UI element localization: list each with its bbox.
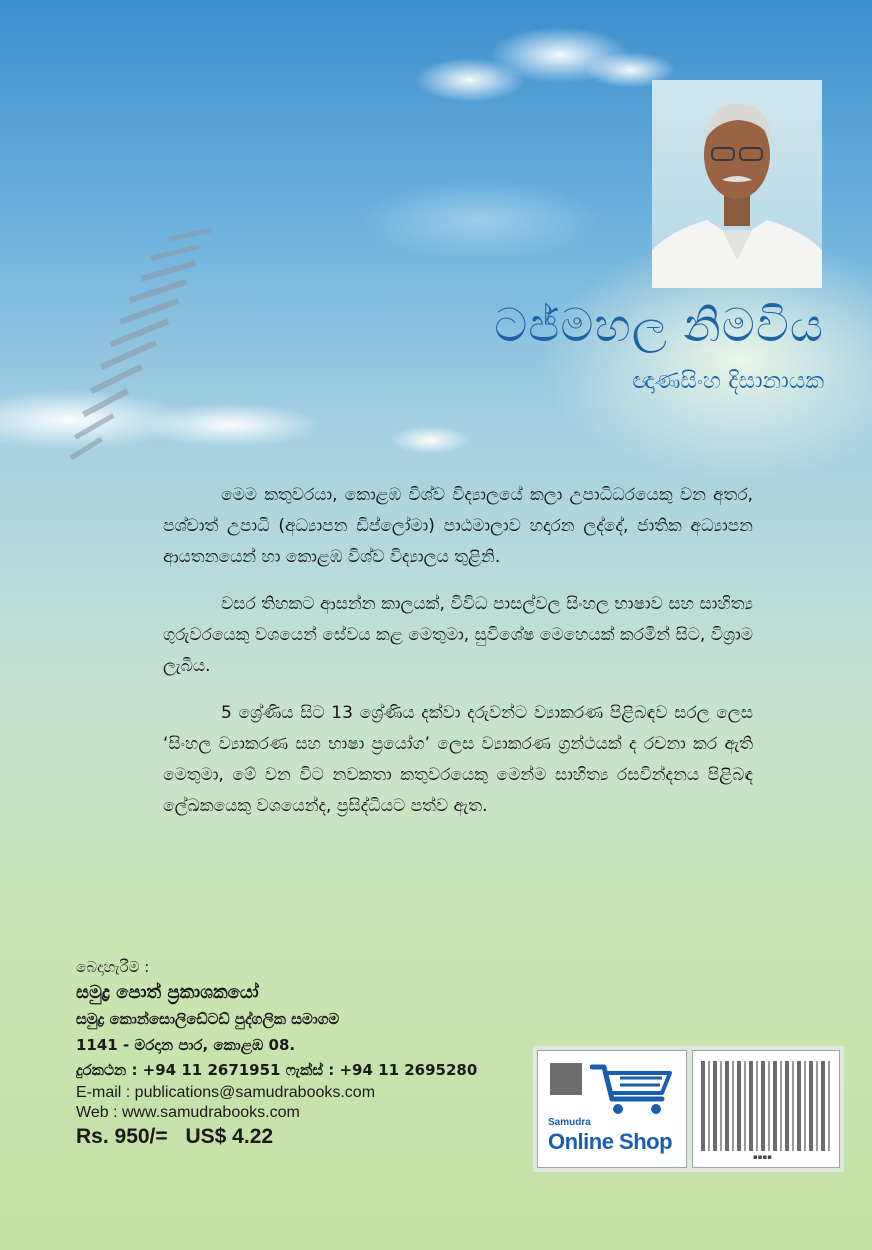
barcode-number: ▪▪▪▪ [753, 1153, 772, 1161]
publisher-email: E-mail : publications@samudrabooks.com [76, 1084, 376, 1101]
shop-brand: Samudra [548, 1117, 591, 1128]
price-lkr: Rs. 950/= [76, 1125, 168, 1148]
bio-paragraph: වසර තිහකට ආසන්න කාලයක්, විවිධ පාසල්වල සිංහල භාෂාව සහ සාහිත්‍ය ගුරුවරයෙකු වශයෙන් සේවය කළ මෙතුමා, සුවිශේෂ මෙහෙයක් කරමින් සිට, විශ්‍රාම ලැබීය. [163, 594, 753, 676]
isbn-barcode [692, 1050, 840, 1168]
publisher-info [76, 958, 536, 1149]
bio-paragraph: මෙම කතුවරයා, කොළඹ විශ්ව විද්‍යාලයේ කලා උපාධිධරයෙකු වන අතර, පශ්චාත් උපාධි (අධ්‍යාපන ඩිප්ලෝමා) පාඨමාලාව හදාරන ලද්දේ, ජාතික අධ්‍යාපන ආයතනයෙන් හා කොළඹ විශ්ව විද්‍යාලය තුළිනි. [163, 485, 753, 567]
price-usd: US$ 4.22 [185, 1125, 274, 1148]
price [76, 1125, 536, 1149]
publisher-website: Web : www.samudrabooks.com [76, 1104, 300, 1121]
author-name: ඥාණසිංහ දිසානායක [632, 368, 824, 394]
publisher-company: සමුද්‍ර කොන්සොලිඩේටඩ් පුද්ගලික සමාගම [76, 1010, 340, 1028]
book-title: ටජ්මහල නිමවිය [494, 298, 824, 352]
publisher-address: 1141 - මරදාන පාර, කොළඹ 08. [76, 1036, 296, 1054]
author-photo [652, 80, 822, 288]
online-shop-badge [537, 1050, 687, 1168]
qr-code [550, 1063, 582, 1095]
barcode-bars [701, 1061, 831, 1151]
bio-paragraph: 5 ශ්‍රේණිය සිට 13 ශ්‍රේණිය දක්වා දරුවන්ට ව්‍යාකරණ පිළිබඳව සරල ලෙස ‘සිංහල ව්‍යාකරණ සහ භාෂා ප්‍රයෝග’ ලෙස ව්‍යාකරණ ග්‍රන්ථයක් ද රචනා කර ඇති මෙතුමා, මේ වන විට නවකතා කතුවරයෙකු මෙන්ම සාහිත්‍ය රසවින්දනය පිළිබඳ ලේඛකයෙකු වශයෙන්ද, ප්‍රසිද්ධියට පත්ව ඇත. [163, 703, 753, 816]
author-bio [163, 480, 753, 838]
cart-icon [590, 1061, 676, 1117]
shop-name: Online Shop [548, 1129, 673, 1154]
publisher-phone: දුරකථන : +94 11 2671951 ෆැක්ස් : +94 11 2695280 [76, 1061, 478, 1079]
publisher-name: සමුද්‍ර පොත් ප්‍රකාශකයෝ [76, 982, 259, 1003]
distribution-label: බෙදාහැරීම : [76, 958, 150, 976]
